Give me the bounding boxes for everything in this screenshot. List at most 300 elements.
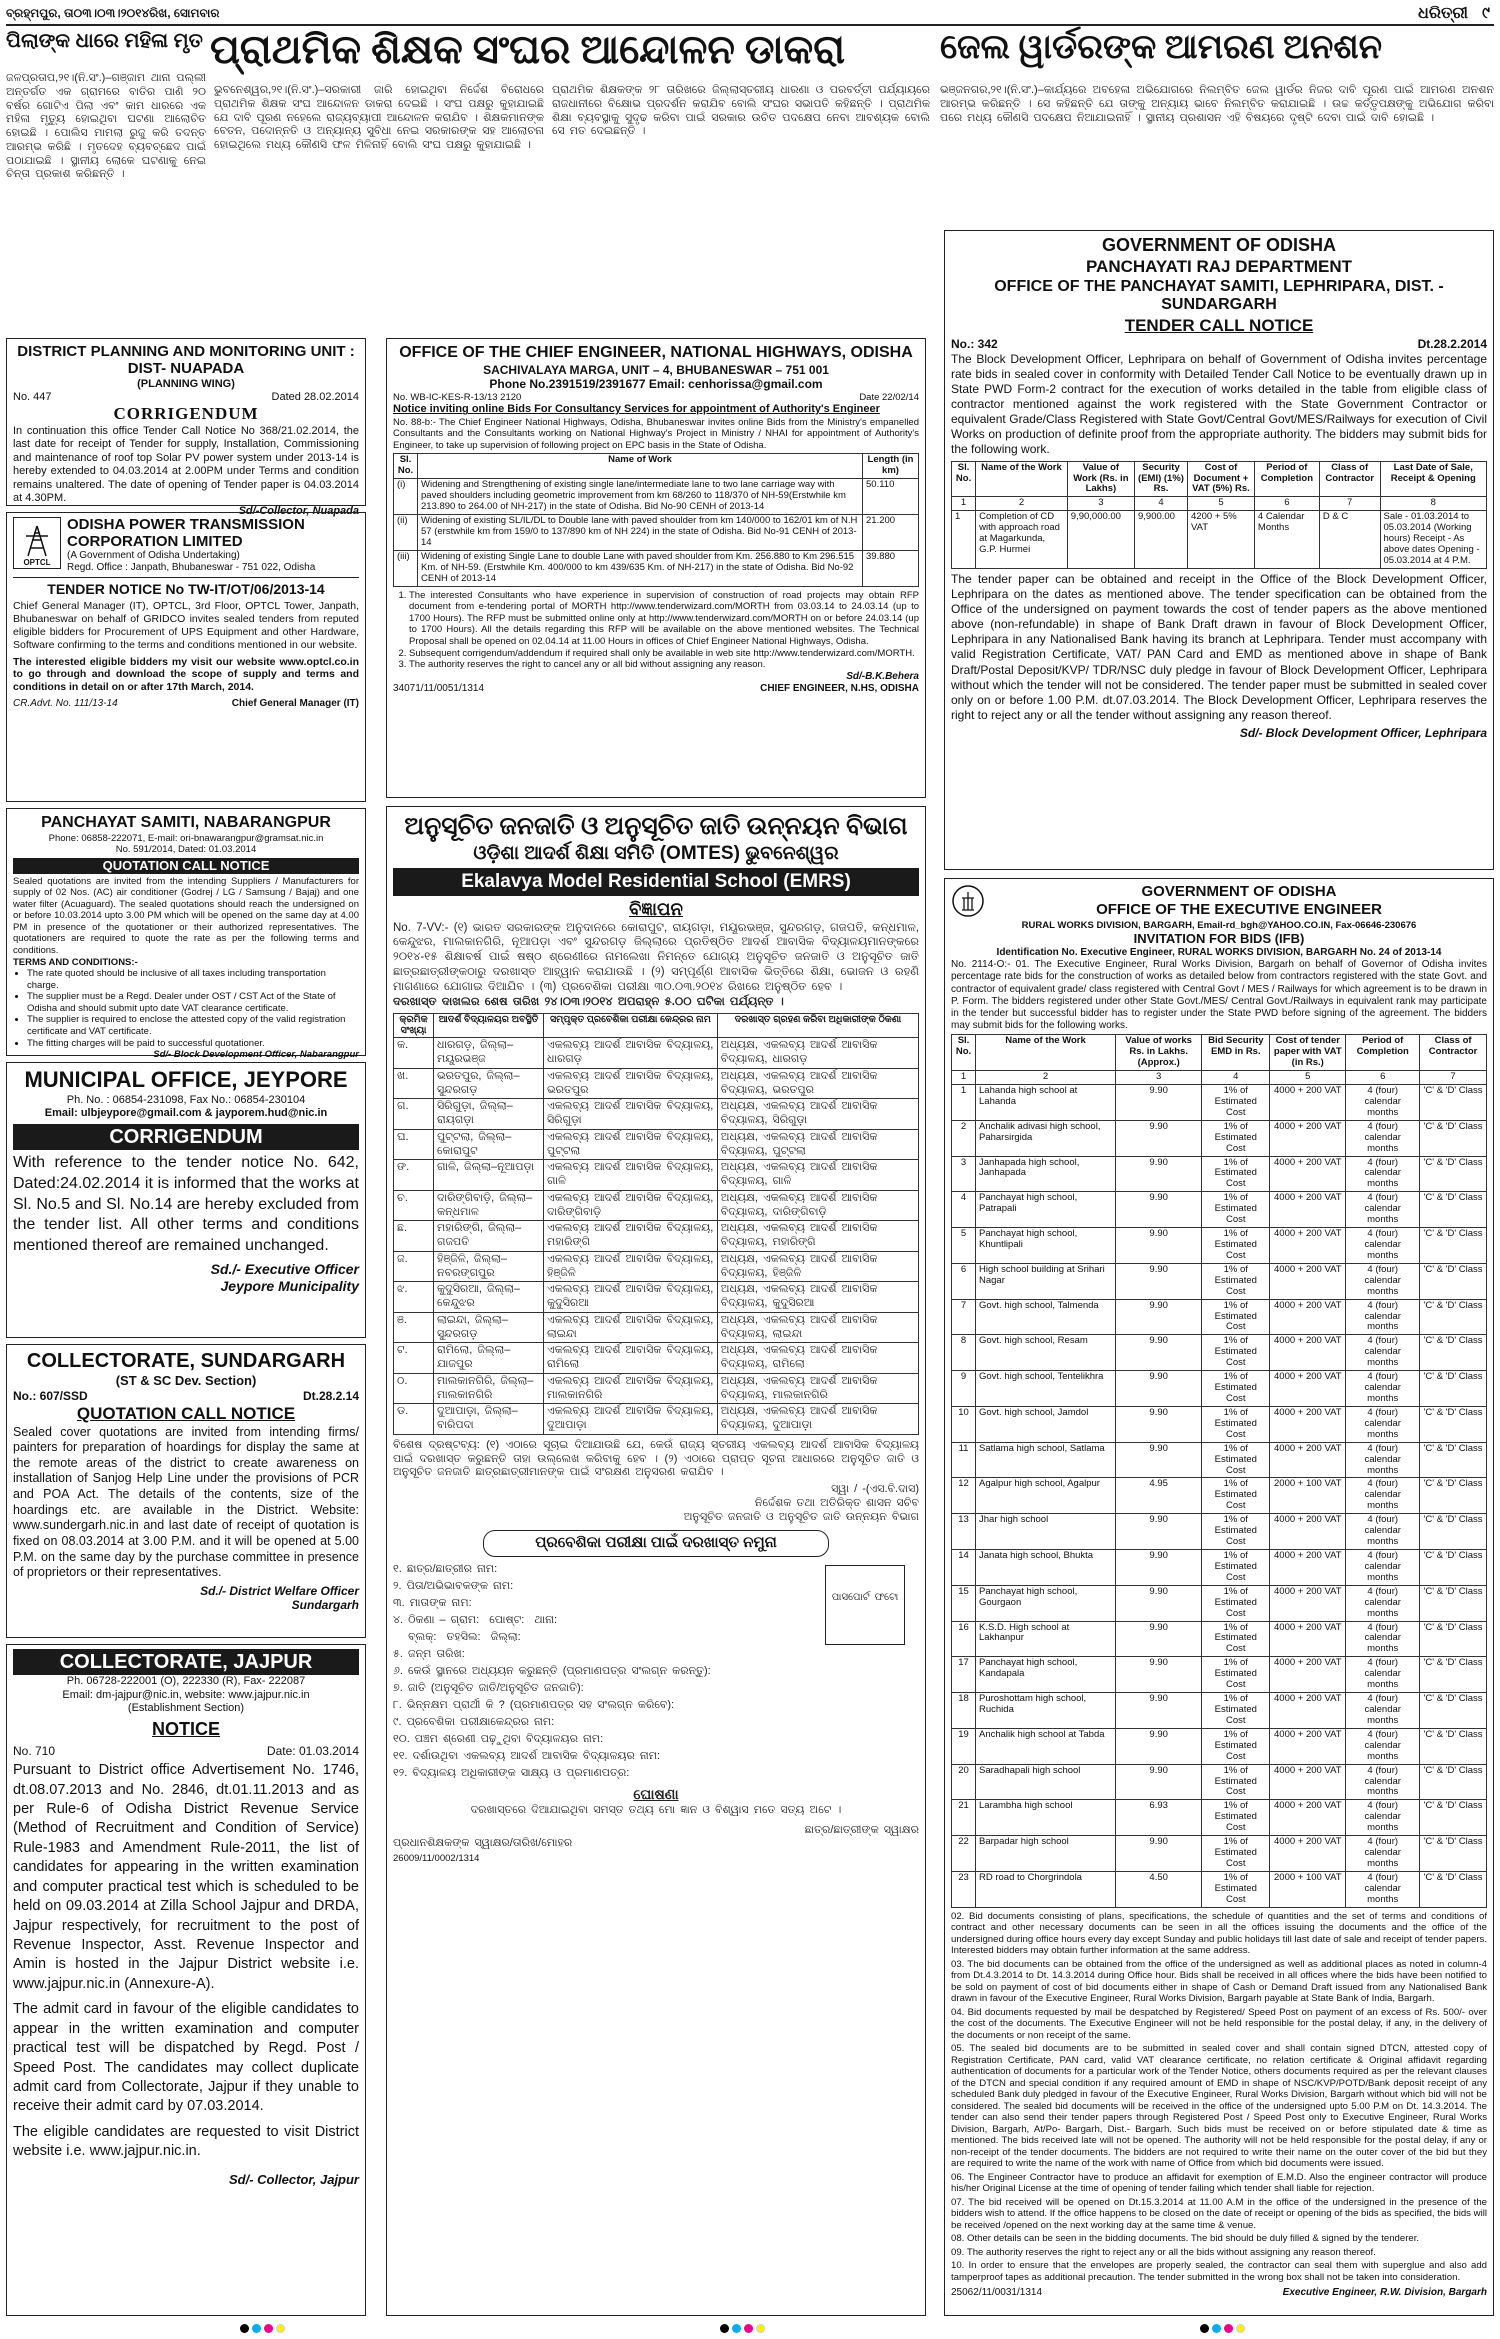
table-cell: ଅଧ୍ୟକ୍ଷ, ଏକଲବ୍ୟ ଆଦର୍ଶ ଆବାସିକ ବିଦ୍ୟାଳୟ, ପୁଟ୍ଟଲା bbox=[717, 1129, 918, 1160]
table-cell: ଭରତପୁର, ଜିଲ୍ଲା–ସୁନ୍ଦରଗଡ଼ bbox=[434, 1068, 544, 1099]
table-header: Security (EMI) (1%) Rs. bbox=[1134, 461, 1187, 497]
table-cell: 1% of Estimated Cost bbox=[1202, 1657, 1270, 1693]
ad-nabarangpur-title: PANCHAYAT SAMITI, NABARANGPUR bbox=[41, 814, 331, 831]
note-item: 03. The bid documents can be obtained from the office of the undersigned as well as additional places as noted in column-4 from Dt.4.3.2014 to Dt. 14.3.2014 during Office hour. Bids shall be received in all offices where the bids have been notified to be sold on payment of cost of bid documents either in shape of Cash or Demand Draft issued from any Nationalised Bank drawn in favour of the Executive Engineer, Rural Works Division, Bargarh payable at State Bank of India, Bargarh. bbox=[951, 1958, 1487, 2005]
table-row bbox=[394, 1373, 919, 1404]
table-cell: ଚ. bbox=[394, 1190, 434, 1221]
table-cell: 14 bbox=[952, 1549, 976, 1585]
note-item: 07. The bid received will be opened on Dt.15.3.2014 at 11.00 A.M in the office of the undersigned in the presence of the bidders wish to attend. If the office happens to be closed on the date of receipt or opening of the bids as specified, the bids will be received /opened on the next working day at the same time & venue. bbox=[951, 2196, 1487, 2231]
table-row bbox=[394, 1160, 919, 1191]
table-cell: 'C' & 'D' Class bbox=[1420, 1764, 1487, 1800]
ad-nuapada-no: No. 447 bbox=[13, 390, 52, 403]
ad-jeypore bbox=[6, 1062, 366, 1338]
table-row bbox=[952, 1406, 1487, 1442]
table-cell: 11 bbox=[952, 1442, 976, 1478]
ad-optcl-sub: (A Government of Odisha Undertaking) bbox=[67, 550, 240, 561]
ad-jajpur-signature: Sd/- Collector, Jajpur bbox=[228, 2171, 359, 2187]
table-row bbox=[952, 1764, 1487, 1800]
ad-jajpur-body2: The admit card in favour of the eligible candidates to appear in the written examination and computer practical test will be dispatched by Regd. Post / Speed Post. The candidates may collect duplicate admit card from Collectorate, Jajpur if they unable to receive their admit card by 07.03.2014. bbox=[13, 2001, 359, 2115]
table-cell: ଏକଲବ୍ୟ ଆଦର୍ଶ ଆବାସିକ ବିଦ୍ୟାଳୟ, ଭରତପୁର bbox=[544, 1068, 718, 1099]
table-row bbox=[394, 1343, 919, 1374]
table-number-row bbox=[952, 1071, 1487, 1085]
table-row bbox=[394, 1251, 919, 1282]
table-cell: ଟ. bbox=[394, 1343, 434, 1374]
table-cell: 4 (four) calendar months bbox=[1346, 1657, 1420, 1693]
ad-nh-address: SACHIVALAYA MARGA, UNIT – 4, BHUBANESWAR – 751 001 bbox=[483, 362, 829, 377]
table-row bbox=[394, 479, 919, 515]
ad-lephripara-office: OFFICE OF THE PANCHAYAT SAMITI, LEPHRIPARA, DIST. - SUNDARGARH bbox=[994, 277, 1444, 314]
table-row bbox=[952, 1228, 1487, 1264]
ad-jajpur bbox=[6, 1644, 366, 2316]
registration-dot-icon bbox=[264, 2324, 273, 2333]
table-cell: Govt. high school, Talmenda bbox=[976, 1299, 1116, 1335]
table-cell: 1% of Estimated Cost bbox=[1202, 1800, 1270, 1836]
ad-nh-phone: Phone No.2391519/2391677 Email: cenhorissa@gmail.com bbox=[489, 377, 823, 392]
table-header: Period of Completion bbox=[1254, 461, 1319, 497]
ad-nh-signature-title: CHIEF ENGINEER, N.HS, ODISHA bbox=[760, 682, 919, 694]
table-row bbox=[394, 1221, 919, 1252]
table-cell: 9.90 bbox=[1116, 1693, 1202, 1729]
table-cell: ଛ. bbox=[394, 1221, 434, 1252]
table-cell: 4000 + 200 VAT bbox=[1270, 1549, 1346, 1585]
ad-lephripara-body2: The tender paper can be obtained and receipt in the Office of the Block Development Officer, Lephripara on the dates as mentioned above. The tender specification can be obtained from the Office of the undersigned on payment towards the cost of tender papers as the above mentioned above (non-refundable) in shape of Bank Draft drawn in favour of Block Development Officer, Lephripara in any Nationalised Bank having its branch at Lephripara. Tender must accompany with valid Registration Certificate, VAT/ PAN Card and EMD as mentioned above in shape of Bank Draft/Postal Deposit/KVP/ TDR/NSC duly pledge in favour of Block Development Officer, Lephripara without which the tender will not be considered. The tender paper must be submitted in sealed cover only on or before 1.00 P.M. dt.07.03.2014. The Block Development Officer, Lephripara reserves the right to reject any or all the tender without assigning any reason thereof. bbox=[951, 571, 1487, 722]
table-cell: 1% of Estimated Cost bbox=[1202, 1693, 1270, 1729]
table-cell: Janata high school, Bhukta bbox=[976, 1549, 1116, 1585]
table-cell: 4 (four) calendar months bbox=[1346, 1478, 1420, 1514]
emrs-table-body bbox=[394, 1038, 919, 1435]
table-cell: 9.90 bbox=[1116, 1371, 1202, 1407]
ad-jajpur-body3: The eligible candidates are requested to visit District website i.e. www.jajpur.nic.in. bbox=[13, 2123, 359, 2160]
terms-item: • The supplier must be a Regd. Dealer under OST / CST Act of the State of Odisha and should submit upto date VAT clearance certificate. bbox=[27, 991, 359, 1014]
table-cell: (iii) bbox=[394, 550, 418, 586]
ad-sundargarh-date: Dt.28.2.14 bbox=[302, 1389, 359, 1404]
table-cell: ଝ. bbox=[394, 1282, 434, 1313]
ad-bargarh-gov: GOVERNMENT OF ODISHA bbox=[1141, 883, 1337, 900]
ad-lephripara-signature: Sd/- Block Development Officer, Lephripara bbox=[1239, 725, 1487, 740]
table-cell: 4000 + 200 VAT bbox=[1270, 1335, 1346, 1371]
table-cell: 4 (four) calendar months bbox=[1346, 1693, 1420, 1729]
table-cell: Barpadar high school bbox=[976, 1836, 1116, 1872]
ad-bargarh-table bbox=[951, 1034, 1487, 1907]
ad-emrs-signature-title: ନିର୍ଦ୍ଦେଶକ ତଥା ଅତିରିକ୍ତ ଶାସନ ସଚିବ bbox=[754, 1496, 919, 1509]
table-cell: 2 bbox=[976, 1071, 1116, 1085]
table-cell: 4000 + 200 VAT bbox=[1270, 1299, 1346, 1335]
table-header: Last Date of Sale, Receipt & Opening bbox=[1380, 461, 1486, 497]
table-cell: 4000 + 200 VAT bbox=[1270, 1406, 1346, 1442]
table-cell: 9.90 bbox=[1116, 1192, 1202, 1228]
table-row bbox=[952, 1836, 1487, 1872]
form-field-label: ବ୍ଲକ୍: ତହସିଲ: ଜିଲ୍ଲା: bbox=[393, 1630, 521, 1643]
ad-lephripara-gov: GOVERNMENT OF ODISHA bbox=[1101, 235, 1336, 255]
table-cell: 1% of Estimated Cost bbox=[1202, 1478, 1270, 1514]
ad-emrs-form bbox=[393, 1561, 919, 1783]
ad-lephripara bbox=[944, 230, 1494, 870]
table-cell: ଙ. bbox=[394, 1160, 434, 1191]
ad-jajpur-date: Date: 01.03.2014 bbox=[266, 1743, 359, 1758]
ad-nh-ref: No. WB-IC-KES-R-13/13 2120 bbox=[393, 391, 522, 403]
table-cell: 1 bbox=[952, 1085, 976, 1121]
ad-emrs-signature: ସ୍ୱା / -(ଏସ.ବି.ଦାସ) bbox=[831, 1483, 919, 1496]
table-cell: 16 bbox=[952, 1621, 976, 1657]
table-cell: 4 bbox=[952, 1192, 976, 1228]
header-dateline: ବ୍ରହ୍ମପୁର, ତା୦୩।୦୩।୨୦୧୪ରିଖ, ସୋମବାର bbox=[6, 6, 220, 20]
ad-emrs-signature-dept: ଅନୁସୂଚିତ ଜନଜାତି ଓ ଅନୁସୂଚିତ ଜାତି ଉନ୍ନୟନ ବିଭାଗ bbox=[683, 1510, 919, 1523]
table-cell: 'C' & 'D' Class bbox=[1420, 1371, 1487, 1407]
ad-emrs-school: Ekalavya Model Residential School (EMRS) bbox=[393, 868, 919, 895]
ad-optcl-body2: The interested eligible bidders my visit our website www.optcl.co.in to go through and download the scope of supply and terms and conditions in detail on or after 17th March, 2014. bbox=[13, 655, 359, 694]
table-cell: 'C' & 'D' Class bbox=[1420, 1549, 1487, 1585]
registration-dot-icon bbox=[240, 2324, 249, 2333]
table-cell: ଏକଲବ୍ୟ ଆଦର୍ଶ ଆବାସିକ ବିଦ୍ୟାଳୟ, ହିଞ୍ଜିଳି bbox=[544, 1251, 718, 1282]
table-cell: ଏକଲବ୍ୟ ଆଦର୍ଶ ଆବାସିକ ବିଦ୍ୟାଳୟ, ମହାରିଙ୍ଗି bbox=[544, 1221, 718, 1252]
news-story-4: ଭଞ୍ଜନଗର,୨୧।(ନି.ସଂ.)–କାର୍ଯ୍ୟରେ ଅବହେଳା ଅଭିଯୋଗରେ ନିଲମ୍ବିତ ଜେଲ ୱାର୍ଡର ନିଜର ଦାବି ପୂରଣ ପାଇଁ ଆମରଣ ଅନଶନ ଆରମ୍ଭ କରିଛନ୍ତି । ସେ କହିଛନ୍ତି ଯେ ତାଙ୍କୁ ଅନ୍ୟାୟ ଭାବେ ନିଲମ୍ବିତ କରାଯାଇଛି । ଉଚ୍ଚ କର୍ତ୍ତୃପକ୍ଷଙ୍କୁ ଅଭିଯୋଗ କରିବା ପରେ ମଧ୍ୟ କୌଣସି ପଦକ୍ଷେପ ନିଆଯାଇନାହିଁ । ସ୍ଥାନୀୟ ପ୍ରଶାସନ ଏହି ବିଷୟରେ ଦୃଷ୍ଟି ଦେବା ପାଇଁ ଦାବି ହୋଇଛି । bbox=[940, 84, 1494, 124]
table-row bbox=[952, 1156, 1487, 1192]
ad-bargarh-ref: 25062/11/0031/1314 bbox=[951, 2287, 1043, 2299]
table-cell: 9.90 bbox=[1116, 1335, 1202, 1371]
ad-optcl-name: ODISHA POWER TRANSMISSION CORPORATION LIMITED bbox=[67, 516, 305, 550]
table-cell: 4000 + 200 VAT bbox=[1270, 1693, 1346, 1729]
table-cell: 6 bbox=[1346, 1071, 1420, 1085]
table-cell: 12 bbox=[952, 1478, 976, 1514]
ad-jajpur-no: No. 710 bbox=[13, 1743, 56, 1758]
note-item: 08. Other details can be seen in the bidding documents. The bid should be duly filled & signed by the tenderer. bbox=[951, 2233, 1420, 2245]
table-cell: 4 (four) calendar months bbox=[1346, 1120, 1420, 1156]
table-cell: Completion of CD with approach road at Magarkunda, G.P. Hurmei bbox=[976, 511, 1068, 569]
ad-sundargarh-no: No.: 607/SSD bbox=[13, 1389, 88, 1404]
table-cell: 'C' & 'D' Class bbox=[1420, 1156, 1487, 1192]
table-cell: ଏକଲବ୍ୟ ଆଦର୍ଶ ଆବାସିକ ବିଦ୍ୟାଳୟ, ଲାଇନ୍ଦା bbox=[544, 1312, 718, 1343]
table-cell: 4 (four) calendar months bbox=[1346, 1371, 1420, 1407]
note-item: 09. The authority reserves the right to reject any or all the bids without assigning any reason thereof. bbox=[951, 2246, 1376, 2258]
table-cell: Agalpur high school, Agalpur bbox=[976, 1478, 1116, 1514]
table-cell: ଦୁଆପାଡ଼ା, ଜିଲ୍ଲା–ବାରିପଦା bbox=[434, 1404, 544, 1435]
ad-jajpur-body: Pursuant to District office Advertisement No. 1746, dt.08.07.2013 and No. 2846, dt.01.11.2013 and as per Rule-6 of Odisha District Revenue Service (Method of Recruitment and Condition of Service) Rule-1983 and Amendment Rule-2011, the list of candidates for appearing in the written examination and computer practical test which is scheduled to be held on 09.03.2014 at Zilla School Jajpur and DRDA, Jajpur respectively, for recruitment to the post of Revenue Inspector, Asst. Revenue Inspector and Amin is hosted in the Jajpur District website i.e. www.jajpur.nic.in (Annexure-A). bbox=[13, 1762, 359, 1992]
table-cell: 4000 + 200 VAT bbox=[1270, 1442, 1346, 1478]
table-cell: 'C' & 'D' Class bbox=[1420, 1514, 1487, 1550]
table-cell: 'C' & 'D' Class bbox=[1420, 1228, 1487, 1264]
table-cell: 5 bbox=[1270, 1071, 1346, 1085]
table-cell: 4000 + 200 VAT bbox=[1270, 1228, 1346, 1264]
table-row bbox=[952, 511, 1487, 569]
table-cell: 'C' & 'D' Class bbox=[1420, 1478, 1487, 1514]
table-cell: 'C' & 'D' Class bbox=[1420, 1263, 1487, 1299]
table-cell: 4 (four) calendar months bbox=[1346, 1335, 1420, 1371]
table-cell: 4000 + 200 VAT bbox=[1270, 1156, 1346, 1192]
note-item: 06. The Engineer Contractor have to produce an affidavit for exemption of E.M.D. Also the engineer contractor will produce his/her Original License at the time of opening of tender failing which tender shall liable for rejection. bbox=[951, 2171, 1487, 2195]
form-field-label: ୯. ପ୍ରବେଶିକା ପରୀକ୍ଷାକେନ୍ଦ୍ରର ନାମ: bbox=[393, 1716, 555, 1729]
headline-main: ପ୍ରାଥମିକ ଶିକ୍ଷକ ସଂଘର ଆନ୍ଦୋଳନ ଡାକରା bbox=[210, 27, 846, 72]
table-cell: କ. bbox=[394, 1038, 434, 1069]
ad-emrs-society: ଓଡ଼ିଶା ଆଦର୍ଶ ଶିକ୍ଷା ସମିତି (OMTES) ଭୁବନେଶ୍ୱର bbox=[473, 843, 839, 865]
table-cell: 19 bbox=[952, 1728, 976, 1764]
table-cell: ଅଧ୍ୟକ୍ଷ, ଏକଲବ୍ୟ ଆଦର୍ଶ ଆବାସିକ ବିଦ୍ୟାଳୟ, ଭରତପୁର bbox=[717, 1068, 918, 1099]
ad-nh-ref2: 34071/11/0051/1314 bbox=[393, 682, 485, 694]
table-cell: 4000 + 200 VAT bbox=[1270, 1836, 1346, 1872]
table-cell: 9 bbox=[952, 1371, 976, 1407]
ad-bargarh-intro: No. 2114-O:- 01. The Executive Engineer, Rural Works Division, Bargarh on behalf of Governor of Odisha invites percentage rate bids for the construction of works as detailed below from contractors registered with the state Govt. and contractor of equivalent grade/ class registered with Central Govt / MES / Railways for which agreement is to be drawn in P. Form. The bidders registered under other State Govt./MES/ Central Govt./Railways in equivalent rank may participate in the tender but successful bidder has to register under the State PWD before signing of the agreement. The bidders may submit bids for the following works. bbox=[951, 959, 1487, 1032]
ad-jeypore-phone: Ph. No. : 06854-231098, Fax No.: 06854-230104 bbox=[66, 1093, 306, 1106]
table-cell: 1% of Estimated Cost bbox=[1202, 1442, 1270, 1478]
registration-marks-center bbox=[720, 2324, 765, 2333]
table-cell: 'C' & 'D' Class bbox=[1420, 1085, 1487, 1121]
table-cell: ଅଧ୍ୟକ୍ଷ, ଏକଲବ୍ୟ ଆଦର୍ଶ ଆବାସିକ ବିଦ୍ୟାଳୟ, ମହାରିଙ୍ଗି bbox=[717, 1221, 918, 1252]
table-row bbox=[952, 1693, 1487, 1729]
ad-nabarangpur-heading: QUOTATION CALL NOTICE bbox=[13, 858, 359, 874]
table-cell: 6 bbox=[1254, 497, 1319, 511]
form-field-label: ୭. ଜାତି (ଅନୁସୂଚିତ ଜାତି/ଅନୁସୂଚିତ ଜନଜାତି): bbox=[393, 1682, 584, 1695]
table-cell: 1% of Estimated Cost bbox=[1202, 1299, 1270, 1335]
table-cell: 4 Calendar Months bbox=[1254, 511, 1319, 569]
table-cell: 9.90 bbox=[1116, 1299, 1202, 1335]
table-cell: ମାଲକାନଗିରି, ଜିଲ୍ଲା–ମାଲକାନଗିରି bbox=[434, 1373, 544, 1404]
table-cell: Panchayat high school, Kandapala bbox=[976, 1657, 1116, 1693]
table-cell: Janhapada high school, Janhapada bbox=[976, 1156, 1116, 1192]
table-cell: 4000 + 200 VAT bbox=[1270, 1263, 1346, 1299]
ad-jajpur-email: Email: dm-jajpur@nic.in, website: www.jajpur.nic.in bbox=[62, 1688, 310, 1701]
bargarh-table-body bbox=[952, 1085, 1487, 1908]
ad-bargarh-office: OFFICE OF THE EXECUTIVE ENGINEER bbox=[1096, 901, 1382, 919]
ad-optcl bbox=[6, 512, 366, 802]
ad-nuapada-sub: (PLANNING WING) bbox=[137, 377, 235, 390]
table-cell: 9.90 bbox=[1116, 1085, 1202, 1121]
table-cell: Govt. high school, Resam bbox=[976, 1335, 1116, 1371]
ad-emrs-note: ବିଶେଷ ଦ୍ରଷ୍ଟବ୍ୟ: (୧) ଏଠାରେ ସୂଚାଇ ଦିଆଯାଉଛି ଯେ, କେଉଁ ରାଜ୍ୟ ସ୍ତରୀୟ ଏକଲବ୍ୟ ଆଦର୍ଶ ଆବାସିକ ବିଦ୍ୟାଳୟ ପାଇଁ ଦରଖାସ୍ତ କରୁଛନ୍ତି ତାହା ଉଲ୍ଲେଖ କରିବାକୁ ହେବ । (୨) ଏଠାରେ ପ୍ରାପ୍ତ ସୂଚନା ଆଧାରରେ ଅନୁସୂଚିତ ଜାତି ଓ ଅନୁସୂଚିତ ଜନଜାତି ଛାତ୍ରଛାତ୍ରୀମାନଙ୍କ ପାଇଁ ସଂରକ୍ଷଣ ଅନୁସରଣ କରାଯିବ । bbox=[393, 1438, 919, 1479]
ad-emrs-dept: ଅନୁସୂଚିତ ଜନଜାତି ଓ ଅନୁସୂଚିତ ଜାତି ଉନ୍ନୟନ ବିଭାଗ bbox=[404, 813, 908, 840]
ad-optcl-address: Regd. Office : Janpath, Bhubaneswar - 751 022, Odisha bbox=[67, 562, 316, 574]
table-cell: 4000 + 200 VAT bbox=[1270, 1800, 1346, 1836]
table-row bbox=[952, 1192, 1487, 1228]
table-row bbox=[394, 515, 919, 551]
table-cell: 4 (four) calendar months bbox=[1346, 1442, 1420, 1478]
table-cell: D & C bbox=[1319, 511, 1380, 569]
table-cell: 4 (four) calendar months bbox=[1346, 1514, 1420, 1550]
table-cell: 4000 + 200 VAT bbox=[1270, 1192, 1346, 1228]
table-cell: ଞ. bbox=[394, 1312, 434, 1343]
note-item: 2. Subsequent corrigendum/addendum if required shall only be available in web site http://www.tenderwizard.com/MORTH. bbox=[409, 648, 919, 660]
table-cell: 4200 + 5% VAT bbox=[1188, 511, 1255, 569]
table-cell: 9.90 bbox=[1116, 1406, 1202, 1442]
table-cell: 4 (four) calendar months bbox=[1346, 1585, 1420, 1621]
table-row bbox=[952, 1335, 1487, 1371]
table-row bbox=[952, 1514, 1487, 1550]
table-row bbox=[952, 1728, 1487, 1764]
table-header: Class of Contractor bbox=[1319, 461, 1380, 497]
table-cell: 4000 + 200 VAT bbox=[1270, 1371, 1346, 1407]
table-cell: 9.90 bbox=[1116, 1728, 1202, 1764]
table-cell: 1% of Estimated Cost bbox=[1202, 1228, 1270, 1264]
table-row bbox=[394, 1190, 919, 1221]
table-cell: Panchayat high school, Patrapali bbox=[976, 1192, 1116, 1228]
ad-emrs-adv: ବିଜ୍ଞାପନ bbox=[629, 898, 683, 919]
table-row bbox=[952, 1120, 1487, 1156]
ad-lephripara-table bbox=[951, 461, 1487, 569]
table-cell: 3 bbox=[1067, 497, 1134, 511]
table-header: Cost of Document + VAT (5%) Rs. bbox=[1188, 461, 1255, 497]
table-cell: ଏକଲବ୍ୟ ଆଦର୍ଶ ଆବାସିକ ବିଦ୍ୟାଳୟ, ରାମିଲୋ bbox=[544, 1343, 718, 1374]
table-row bbox=[952, 1299, 1487, 1335]
table-cell: ଦାରିଙ୍ଗିବାଡ଼ି, ଜିଲ୍ଲା–କନ୍ଧମାଳ bbox=[434, 1190, 544, 1221]
registration-dot-icon bbox=[756, 2324, 765, 2333]
table-cell: 4 (four) calendar months bbox=[1346, 1406, 1420, 1442]
table-row bbox=[952, 1263, 1487, 1299]
table-cell: ଅଧ୍ୟକ୍ଷ, ଏକଲବ୍ୟ ଆଦର୍ଶ ଆବାସିକ ବିଦ୍ୟାଳୟ, ହିଞ୍ଜିଳି bbox=[717, 1251, 918, 1282]
table-cell: 9.90 bbox=[1116, 1621, 1202, 1657]
table-cell: 2000 + 100 VAT bbox=[1270, 1871, 1346, 1907]
ad-bargarh-heading: INVITATION FOR BIDS (IFB) bbox=[1133, 931, 1305, 947]
table-cell: 21.200 bbox=[863, 515, 919, 551]
news-story-2: ଭୁବନେଶ୍ୱର,୨୧।(ନି.ସଂ.)–ସରକାରୀ ଜାରି ହୋଇଥିବା ନିର୍ଦ୍ଦେଶ ବିରୋଧରେ ପ୍ରାଥମିକ ଶିକ୍ଷକ ସଂଘ ଆନ୍ଦୋଳନ ଡାକରା ଦେଇଛି । ସଂଘ ପକ୍ଷରୁ କୁହାଯାଇଛି ଯେ ଦାବି ପୂରଣ ନହେଲେ ରାଜ୍ୟବ୍ୟାପୀ ଆନ୍ଦୋଳନ କରାଯିବ । ଶିକ୍ଷକମାନଙ୍କ ବେତନ, ପଦୋନ୍ନତି ଓ ଅନ୍ୟାନ୍ୟ ସୁବିଧା ନେଇ ସରକାରଙ୍କ ସହ ଆଲୋଚନା ହୋଇଥିଲେ ମଧ୍ୟ କୌଣସି ଫଳ ମିଳିନାହିଁ ବୋଲି ସଂଘ ପକ୍ଷରୁ କୁହାଯାଇଛି । bbox=[214, 84, 544, 151]
table-cell: Larambha high school bbox=[976, 1800, 1116, 1836]
table-header: କ୍ରମିକ ସଂଖ୍ୟା bbox=[394, 1013, 434, 1038]
table-cell: 1% of Estimated Cost bbox=[1202, 1585, 1270, 1621]
table-cell: 1% of Estimated Cost bbox=[1202, 1764, 1270, 1800]
ad-emrs-body: No. 7-VV:- (୧) ଭାରତ ସରକାରଙ୍କ ଅନୁଦାନରେ କୋରାପୁଟ, ରାୟଗଡ଼ା, ମୟୂରଭଞ୍ଜ, ସୁନ୍ଦରଗଡ଼, ଗଜପତି, କନ୍ଧମାଳ, କେନ୍ଦୁଝର, ମାଲକାନଗିରି, ନୂଆପଡ଼ା ଏବଂ ସୁନ୍ଦରଗଡ଼ ଜିଲ୍ଲାରେ ପ୍ରତିଷ୍ଠିତ ଆଦର୍ଶ ଆବାସିକ ବିଦ୍ୟାଳୟମାନଙ୍କରେ ୨୦୧୪-୧୫ ଶିକ୍ଷାବର୍ଷ ପାଇଁ ଷଷ୍ଠ ଶ୍ରେଣୀରେ ନାମଲେଖା ନିମନ୍ତେ ଯୋଗ୍ୟ ଅନୁସୂଚିତ ଜନଜାତି ଓ ଅନୁସୂଚିତ ଜାତି ଛାତ୍ରଛାତ୍ରୀଙ୍କଠାରୁ ଦରଖାସ୍ତ ଆହ୍ୱାନ କରାଯାଉଛି । (୨) ସମ୍ପୂର୍ଣ୍ଣ ଆବାସିକ ଭିତ୍ତିରେ ଶିକ୍ଷା, ଭୋଜନ ଓ ରହଣି ମାଗଣାରେ ଯୋଗାଇ ଦିଆଯିବ । (୩) ପ୍ରବେଶିକା ପରୀକ୍ଷା ୩୦.୦୩.୨୦୧୪ ରିଖରେ ଅନୁଷ୍ଠିତ ହେବ । bbox=[393, 921, 919, 994]
table-cell: 4000 + 200 VAT bbox=[1270, 1514, 1346, 1550]
table-cell: High school building at Srihari Nagar bbox=[976, 1263, 1116, 1299]
table-cell: 8 bbox=[1380, 497, 1486, 511]
ad-emrs-student-signature: ଛାତ୍ର/ଛାତ୍ରୀଙ୍କ ସ୍ୱାକ୍ଷର bbox=[804, 1823, 919, 1836]
table-cell: 'C' & 'D' Class bbox=[1420, 1800, 1487, 1836]
table-header: Cost of tender paper with VAT (in Rs.) bbox=[1270, 1035, 1346, 1071]
ad-nabarangpur-contact: Phone: 06858-222071, E-mail: ori-bnawarangpur@gramsat.nic.in bbox=[48, 832, 324, 844]
ad-bargarh-signature: Executive Engineer, R.W. Division, Bargarh bbox=[1282, 2287, 1487, 2299]
table-cell: 4 bbox=[1202, 1071, 1270, 1085]
ad-jajpur-sub: (Establishment Section) bbox=[127, 1702, 245, 1715]
table-cell: 'C' & 'D' Class bbox=[1420, 1728, 1487, 1764]
ad-lephripara-body: The Block Development Officer, Lephripara on behalf of Government of Odisha invites percentage rate bids in sealed cover in conformity with Detailed Tender Call Notice to be eventually drawn up in State PWD Form-2 contract for the execution of works detailed in the table from eligible class of contractor mentioned against the work registered with the State Government Contractor or equivalent Grade/Class Registered with State Govt/Central Govt/MES/Railways for execution of Civil Works on production of definite proof from the appropriate authority. The bidders may submit bids for the following work. bbox=[951, 351, 1487, 457]
ad-nh-table bbox=[393, 453, 919, 586]
table-cell: ଅଧ୍ୟକ୍ଷ, ଏକଲବ୍ୟ ଆଦର୍ଶ ଆବାସିକ ବିଦ୍ୟାଳୟ, ଧାରଗଡ଼ bbox=[717, 1038, 918, 1069]
table-cell: (i) bbox=[394, 479, 418, 515]
terms-item: • The fitting charges will be paid to successful quotationer. bbox=[27, 1038, 359, 1050]
table-row bbox=[394, 1099, 919, 1130]
table-cell: 4 (four) calendar months bbox=[1346, 1764, 1420, 1800]
table-cell: 4.50 bbox=[1116, 1871, 1202, 1907]
ad-nuapada bbox=[6, 338, 366, 518]
note-item: 1. The interested Consultants who have experience in supervision of construction of road projects may obtain RFP document from e-tendering portal of MORTH http://www.tenderwizard.com/MORTH from 03.03.14 to 24.03.14 (up to 1700 Hours). The RFP must be submitted online only at http://www.tenderwizard.com/MORTH on or before 24.03.14 (up to 1700 Hours). All the details regarding this RFP will be available on the above mentioned websites. The Technical Proposal shall be opened on 02.04.14 at 11.00 Hours in offices of Chief Engineer National Highways, Odisha. bbox=[409, 590, 919, 648]
table-cell: 18 bbox=[952, 1693, 976, 1729]
ad-optcl-ref: CR.Advt. No. 111/13-14 bbox=[13, 698, 118, 710]
table-cell: ଗ. bbox=[394, 1099, 434, 1130]
table-cell: ଏକଲବ୍ୟ ଆଦର୍ଶ ଆବାସିକ ବିଦ୍ୟାଳୟ, ମାଲକାନଗିରି bbox=[544, 1373, 718, 1404]
table-cell: 4 (four) calendar months bbox=[1346, 1621, 1420, 1657]
table-cell: Puroshottam high school, Ruchida bbox=[976, 1693, 1116, 1729]
table-header: Period of Completion bbox=[1346, 1035, 1420, 1071]
table-cell: 7 bbox=[952, 1299, 976, 1335]
ad-sundargarh-signature-office: Sundargarh bbox=[291, 1598, 359, 1613]
ad-sundargarh-sub: (ST & SC Dev. Section) bbox=[115, 1373, 257, 1389]
form-field-label: ୮. ଭିନ୍ନକ୍ଷମ ପ୍ରାର୍ଥୀ କି ? (ପ୍ରମାଣପତ୍ର ସହ ସଂଲଗ୍ନ କରିବେ): bbox=[393, 1699, 675, 1712]
ad-emrs-head-signature: ପ୍ରଧାନଶିକ୍ଷକଙ୍କ ସ୍ୱାକ୍ଷର/ତାରିଖ/ମୋହର bbox=[393, 1837, 573, 1850]
table-cell: Anchalik adivasi high school, Paharsirgida bbox=[976, 1120, 1116, 1156]
ad-nabarangpur-signature: Sd/- Block Development Officer, Nabarangpur bbox=[153, 1049, 359, 1061]
ad-emrs-table bbox=[393, 1013, 919, 1435]
news-story-3: ପ୍ରାଥମିକ ଶିକ୍ଷକଙ୍କ ୨୮ ତାରିଖରେ ଜିଲ୍ଲାସ୍ତରୀୟ ଧାରଣା ଓ ପରବର୍ତ୍ତୀ ପର୍ଯ୍ୟାୟରେ ରାଜଧାନୀରେ ବିକ୍ଷୋଭ ପ୍ରଦର୍ଶନ କରାଯିବ ବୋଲି ସଂଘର ସଭାପତି କହିଛନ୍ତି । ପ୍ରାଥମିକ ଶିକ୍ଷା ବ୍ୟବସ୍ଥାକୁ ସୁଦୃଢ କରିବା ପାଇଁ ସରକାର ଉଚିତ ପଦକ୍ଷେପ ନେବା ଆବଶ୍ୟକ ବୋଲି ସେ ମତ ଦେଇଛନ୍ତି । bbox=[552, 84, 930, 138]
table-cell: ଖ. bbox=[394, 1068, 434, 1099]
table-cell: 3 bbox=[1116, 1071, 1202, 1085]
table-cell: Sale - 01.03.2014 to 05.03.2014 (Working hours) Receipt - As above dates Opening - 05.03.2014 at 4 P.M. bbox=[1380, 511, 1486, 569]
table-cell: 'C' & 'D' Class bbox=[1420, 1836, 1487, 1872]
table-row bbox=[394, 1312, 919, 1343]
table-cell: 3 bbox=[952, 1156, 976, 1192]
table-cell: 22 bbox=[952, 1836, 976, 1872]
terms-item: • The supplier is required to enclose the attested copy of the valid registration certificate and VAT certificate. bbox=[27, 1014, 359, 1037]
form-field-label: ୩. ମାତାଙ୍କ ନାମ: bbox=[393, 1596, 472, 1609]
table-header: ସମ୍ପୃକ୍ତ ପ୍ରବେଶିକା ପରୀକ୍ଷା କେନ୍ଦ୍ରର ନାମ bbox=[544, 1013, 718, 1038]
table-cell: 9.90 bbox=[1116, 1263, 1202, 1299]
table-cell: ଏକଲବ୍ୟ ଆଦର୍ଶ ଆବାସିକ ବିଦ୍ୟାଳୟ, ପୁଟ୍ଟଲା bbox=[544, 1129, 718, 1160]
table-cell: ହିଞ୍ଜିଳି, ଜିଲ୍ଲା–ନବରଙ୍ଗପୁର bbox=[434, 1251, 544, 1282]
table-cell: RD road to Chorgrindola bbox=[976, 1871, 1116, 1907]
form-field-label: ୧୦. ପଞ୍ଚମ ଶ୍ରେଣୀ ପଢ଼ୁଥିବା ବିଦ୍ୟାଳୟର ନାମ: bbox=[393, 1733, 604, 1746]
ad-nabarangpur bbox=[6, 808, 366, 1061]
table-cell: 9.90 bbox=[1116, 1156, 1202, 1192]
table-number-row bbox=[952, 497, 1487, 511]
ad-nabarangpur-terms-heading: TERMS AND CONDITIONS:- bbox=[13, 956, 138, 968]
table-cell: Panchayat high school, Gourgaon bbox=[976, 1585, 1116, 1621]
table-cell: 4 (four) calendar months bbox=[1346, 1728, 1420, 1764]
registration-dot-icon bbox=[720, 2324, 729, 2333]
ad-emrs bbox=[386, 806, 926, 2316]
header-brand: ଧରିତ୍ରୀ bbox=[1418, 5, 1468, 22]
table-cell: 17 bbox=[952, 1657, 976, 1693]
table-cell: 4 (four) calendar months bbox=[1346, 1156, 1420, 1192]
ad-lephripara-heading: TENDER CALL NOTICE bbox=[1124, 316, 1314, 336]
table-header: ଆଦର୍ଶ ବିଦ୍ୟାଳୟର ଅବସ୍ଥିତି bbox=[434, 1013, 544, 1038]
table-cell: 4 (four) calendar months bbox=[1346, 1228, 1420, 1264]
ad-lephripara-dept: PANCHAYATI RAJ DEPARTMENT bbox=[1085, 256, 1353, 276]
optcl-logo bbox=[13, 517, 61, 569]
note-item: 3. The authority reserves the right to cancel any or all bid without assigning any reason. bbox=[409, 659, 919, 671]
ad-optcl-signature: Chief General Manager (IT) bbox=[231, 698, 359, 710]
table-cell: ପୁଟ୍ଟଲା, ଜିଲ୍ଲା–କୋରାପୁଟ bbox=[434, 1129, 544, 1160]
table-cell: 1% of Estimated Cost bbox=[1202, 1728, 1270, 1764]
table-cell: 4000 + 200 VAT bbox=[1270, 1764, 1346, 1800]
table-cell: Panchayat high school, Khuntlipali bbox=[976, 1228, 1116, 1264]
table-cell: (ii) bbox=[394, 515, 418, 551]
table-cell: Widening of existing Single Lane to double Lane with paved shoulder from Km. 256.880 to Km 296.515 Km. of NH-59. (Erstwhile Km. 400/000 to km 439/635 Km. of NH-217) in the state of Odisha. Bid No-92 CENH of 2013-14 bbox=[418, 550, 863, 586]
table-cell: 7 bbox=[1319, 497, 1380, 511]
ad-optcl-body: Chief General Manager (IT), OPTCL, 3rd Floor, OPTCL Tower, Janpath, Bhubaneswar on behalf of GRIDCO invites sealed tenders from reputed eligible bidders for Procurement of UPS Equipment and other Hardware, Software confirming to the terms and conditions mentioned in our website. bbox=[13, 600, 359, 651]
ad-emrs-declaration: ଦରଖାସ୍ତରେ ଦିଆଯାଇଥିବା ସମସ୍ତ ତଥ୍ୟ ମୋ ଜ୍ଞାନ ଓ ବିଶ୍ୱାସ ମତେ ସତ୍ୟ ଅଟେ । bbox=[470, 1803, 842, 1816]
registration-dot-icon bbox=[732, 2324, 741, 2333]
ad-jeypore-email: Email: ulbjeypore@gmail.com & jayporem.hud@nic.in bbox=[44, 1107, 328, 1120]
table-cell: 2 bbox=[976, 497, 1068, 511]
header-page-number: ୯ bbox=[1482, 5, 1490, 22]
ad-lephripara-no: No.: 342 bbox=[951, 337, 998, 352]
table-row bbox=[952, 1371, 1487, 1407]
ad-bargarh-address: RURAL WORKS DIVISION, BARGARH, Email-rd_bgh@YAHOO.CO.IN, Fax-06646-230676 bbox=[1021, 919, 1417, 931]
table-cell: 'C' & 'D' Class bbox=[1420, 1299, 1487, 1335]
ad-optcl-heading: TENDER NOTICE No TW-IT/OT/06/2013-14 bbox=[47, 581, 325, 598]
table-cell: 1% of Estimated Cost bbox=[1202, 1263, 1270, 1299]
table-cell: 4 (four) calendar months bbox=[1346, 1836, 1420, 1872]
table-cell: 1% of Estimated Cost bbox=[1202, 1406, 1270, 1442]
table-cell: 23 bbox=[952, 1871, 976, 1907]
table-cell: ଅଧ୍ୟକ୍ଷ, ଏକଲବ୍ୟ ଆଦର୍ଶ ଆବାସିକ ବିଦ୍ୟାଳୟ, ରାମିଲୋ bbox=[717, 1343, 918, 1374]
table-cell: 1% of Estimated Cost bbox=[1202, 1514, 1270, 1550]
table-cell: ମହାରିଙ୍ଗି, ଜିଲ୍ଲା–ଗଜପତି bbox=[434, 1221, 544, 1252]
table-cell: 9.90 bbox=[1116, 1228, 1202, 1264]
table-cell: ଠ. bbox=[394, 1373, 434, 1404]
note-item: 02. Bid documents consisting of plans, specifications, the schedule of quantities and the set of terms and conditions of contract and other necessary documents can be seen in all the offices issuing the documents and the office of the undersigned during office hours every day except Sunday and public holidays till last date of sale and receipt of tender papers. Interested bidders may obtain further information at the same address. bbox=[951, 1910, 1487, 1957]
ad-nh-signature: Sd/-B.K.Behera bbox=[846, 670, 919, 682]
table-cell: 1% of Estimated Cost bbox=[1202, 1335, 1270, 1371]
table-cell: 8 bbox=[952, 1335, 976, 1371]
table-cell: 4 (four) calendar months bbox=[1346, 1871, 1420, 1907]
table-cell: Anchalik high school at Tabda bbox=[976, 1728, 1116, 1764]
table-cell: ଅଧ୍ୟକ୍ଷ, ଏକଲବ୍ୟ ଆଦର୍ଶ ଆବାସିକ ବିଦ୍ୟାଳୟ, ଲାଇନ୍ଦା bbox=[717, 1312, 918, 1343]
